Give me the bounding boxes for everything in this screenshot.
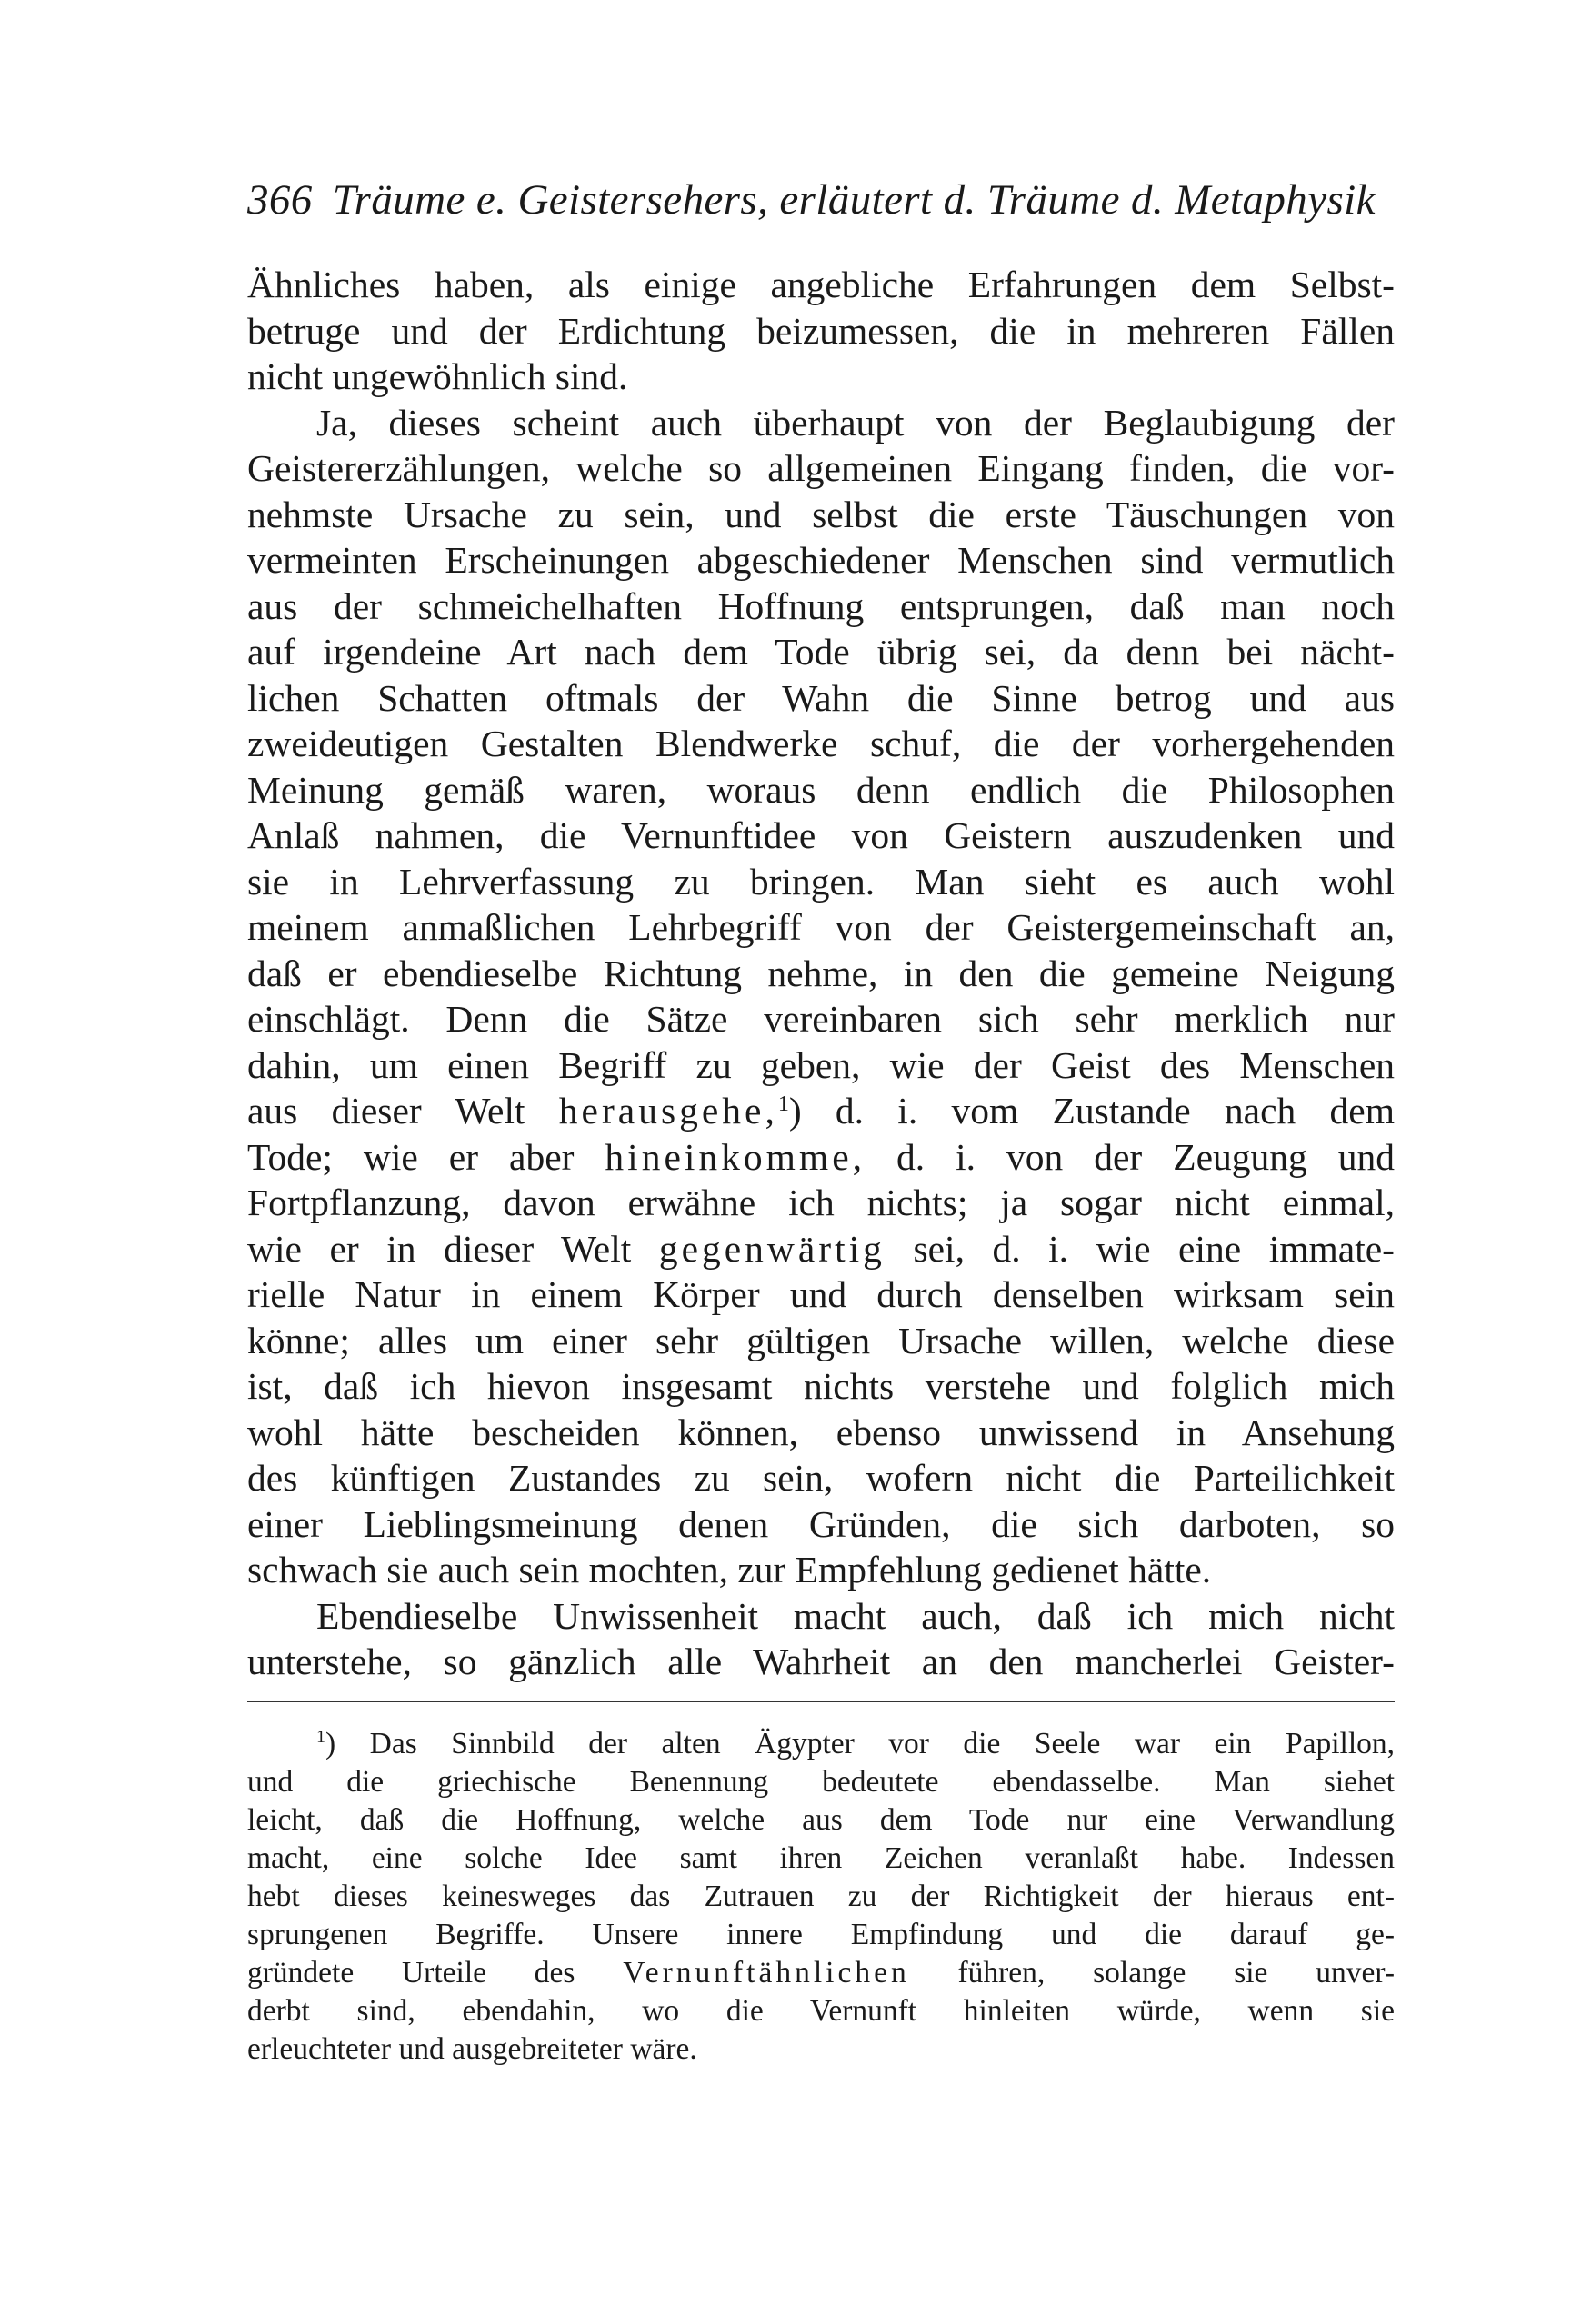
footnote-line: und die griechische Benennung bedeutete ebendasselbe. Man siehet: [247, 1765, 1395, 1799]
text-line: sie in Lehrverfassung zu bringen. Man sieht es auch wohl: [247, 860, 1395, 903]
footnote-line: sprungenen Begriffe. Unsere innere Empfindung und die darauf ge-: [247, 1918, 1395, 1951]
footnote: [247, 1725, 1395, 2069]
text-line: aus der schmeichelhaften Hoffnung entsprungen, daß man noch: [247, 584, 1395, 627]
spaced-emphasis: gegenwärtig: [658, 1227, 886, 1270]
text-line: Ebendieselbe Unwissenheit macht auch, daß ich mich nicht: [316, 1594, 1395, 1637]
text-run: gründete Urteile des: [247, 1956, 624, 1990]
text-line: betruge und der Erdichtung beizumessen, die in mehreren Fällen: [247, 309, 1395, 352]
text-line: vermeinten Erscheinungen abgeschiedener Menschen sind vermutlich: [247, 539, 1395, 581]
running-title: Träume e. Geistersehers, erläutert d. Träume d. Metaphysik: [332, 176, 1376, 224]
text-line: nehmste Ursache zu sein, und selbst die erste Täuschungen von: [247, 493, 1395, 535]
spaced-emphasis: herausgehe,: [558, 1090, 778, 1132]
spaced-emphasis: hineinkomme,: [605, 1135, 866, 1178]
text-line: des künftigen Zustandes zu sein, wofern nicht die Parteilichkeit: [247, 1457, 1395, 1499]
text-line: Ja, dieses scheint auch überhaupt von der Beglaubigung der: [316, 401, 1395, 444]
text-line: rielle Natur in einem Körper und durch denselben wirksam sein: [247, 1273, 1395, 1315]
page-number: 366: [247, 176, 313, 224]
text-run: ) Das Sinnbild der alten Ägypter vor die Seele war ein Papillon,: [325, 1727, 1395, 1760]
text-run: wie er in dieser Welt: [247, 1227, 659, 1270]
spaced-emphasis: Vernunftähnlichen: [623, 1956, 910, 1990]
text-line: daß er ebendieselbe Richtung nehme, in den die gemeine Neigung: [247, 952, 1395, 994]
text-line: unterstehe, so gänzlich alle Wahrheit an den mancherlei Geister-: [247, 1641, 1395, 1682]
text-run: Tode; wie er aber: [247, 1135, 605, 1178]
text-run: sei, d. i. wie eine immate-: [885, 1227, 1395, 1270]
text-line: schwach sie auch sein mochten, zur Empfehlung gedienet hätte.: [247, 1549, 1212, 1591]
text-line: auf irgendeine Art nach dem Tode übrig sei, da denn bei nächt-: [247, 631, 1395, 673]
footnote-rule: [247, 1701, 1395, 1702]
footnote-reference: 1: [777, 1092, 789, 1116]
footnote-line: [247, 1954, 1395, 1992]
footnote-line: hebt dieses keinesweges das Zutrauen zu der Richtigkeit der hieraus ent-: [247, 1880, 1395, 1913]
text-run: d. i. von der Zeugung und: [866, 1135, 1395, 1178]
text-run: führen, solange sie unver-: [909, 1956, 1395, 1990]
running-header: [247, 173, 1395, 227]
text-line: zweideutigen Gestalten Blendwerke schuf, die der vorhergehenden: [247, 723, 1395, 764]
footnote-marker: 1: [316, 1727, 325, 1747]
footnote-line: [247, 1725, 1395, 1763]
text-line: [247, 1226, 1395, 1272]
text-line: nicht ungewöhnlich sind.: [247, 355, 628, 397]
text-run: ) d. i. vom Zustande nach dem: [788, 1090, 1395, 1132]
text-line: Fortpflanzung, davon erwähne ich nichts; ja sogar nicht einmal,: [247, 1182, 1395, 1223]
text-line: Geistererzählungen, welche so allgemeinen Eingang finden, die vor-: [247, 447, 1395, 489]
text-line: könne; alles um einer sehr gültigen Ursache willen, welche diese: [247, 1319, 1395, 1361]
footnote-line: derbt sind, ebendahin, wo die Vernunft hinleiten würde, wenn sie: [247, 1994, 1395, 2028]
text-line: wohl hätte bescheiden können, ebenso unwissend in Ansehung: [247, 1411, 1395, 1453]
text-line: [247, 1088, 1395, 1134]
text-line: [247, 1134, 1395, 1181]
text-line: ist, daß ich hievon insgesamt nichts verstehe und folglich mich: [247, 1365, 1395, 1407]
text-line: lichen Schatten oftmals der Wahn die Sinne betrog und aus: [247, 676, 1395, 719]
text-run: aus dieser Welt: [247, 1090, 559, 1132]
text-line: einer Lieblingsmeinung denen Gründen, die sich darboten, so: [247, 1502, 1395, 1545]
text-line: einschlägt. Denn die Sätze vereinbaren sich sehr merklich nur: [247, 998, 1395, 1040]
footnote-line: macht, eine solche Idee samt ihren Zeichen veranlaßt habe. Indessen: [247, 1841, 1395, 1875]
text-line: Anlaß nahmen, die Vernunftidee von Geistern auszudenken und: [247, 814, 1395, 856]
text-line: meinem anmaßlichen Lehrbegriff von der Geistergemeinschaft an,: [247, 906, 1395, 948]
footnote-line: leicht, daß die Hoffnung, welche aus dem Tode nur eine Verwandlung: [247, 1803, 1395, 1837]
body-text: [247, 262, 1395, 1685]
text-line: Meinung gemäß waren, woraus denn endlich die Philosophen: [247, 768, 1395, 811]
text-line: Ähnliches haben, als einige angebliche Erfahrungen dem Selbst-: [247, 264, 1395, 305]
text-line: dahin, um einen Begriff zu geben, wie der Geist des Menschen: [247, 1043, 1395, 1086]
footnote-line: erleuchteter und ausgebreiteter wäre.: [247, 2032, 697, 2066]
